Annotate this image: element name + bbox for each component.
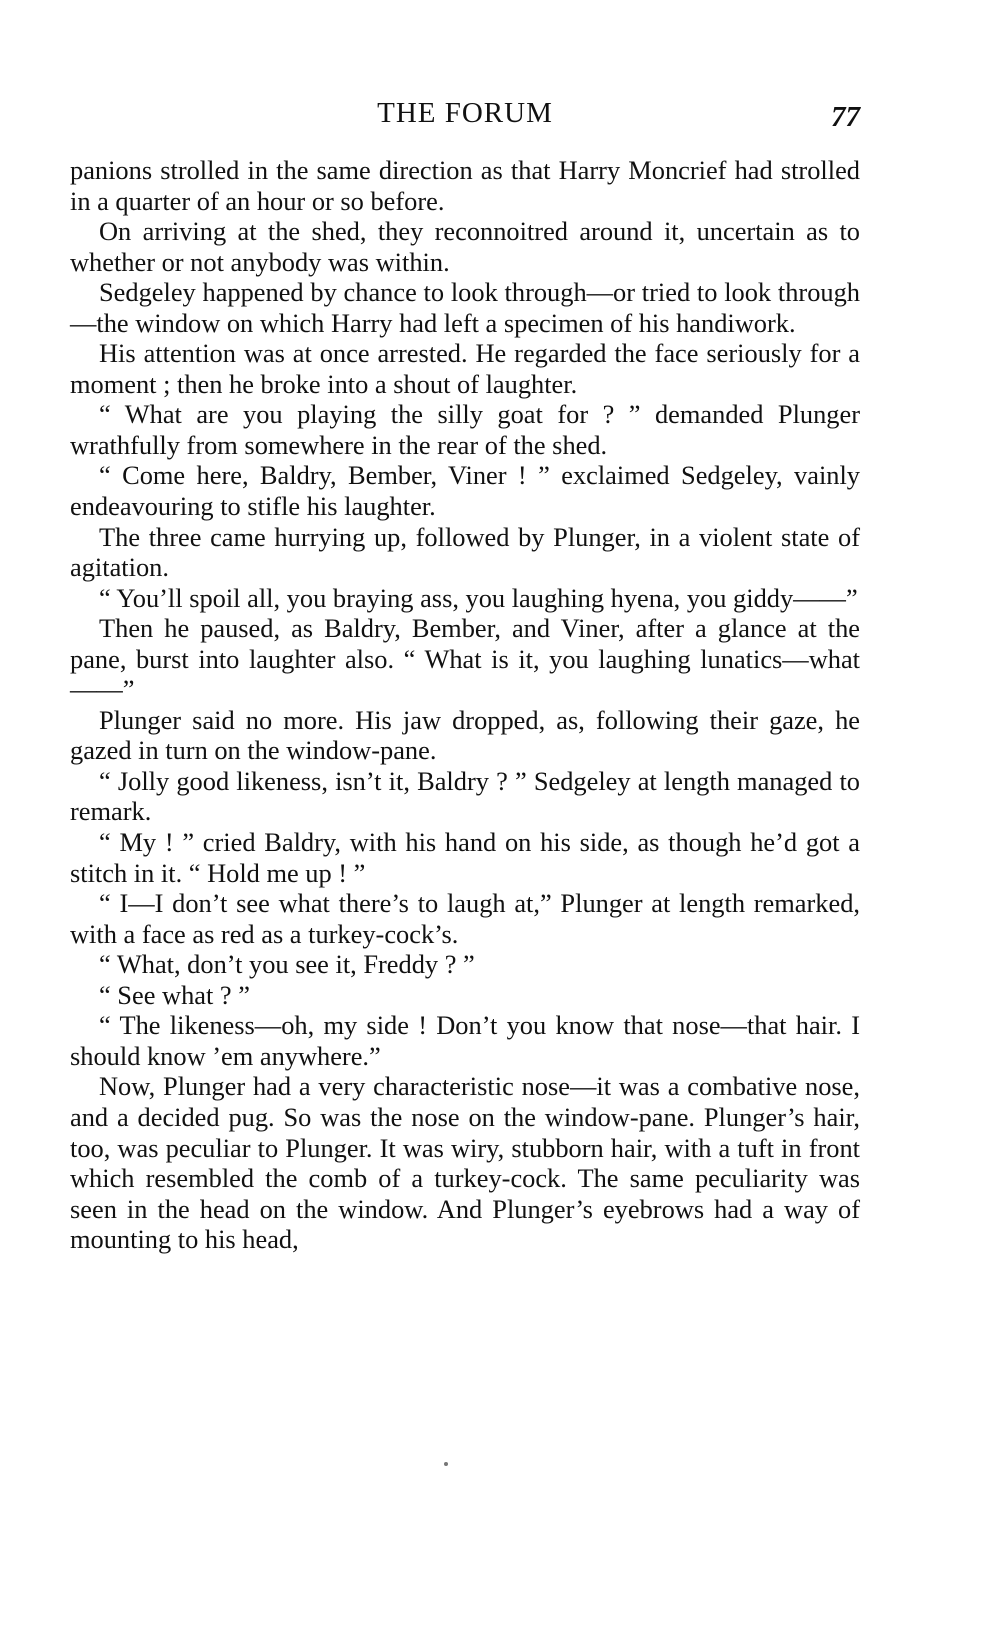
paragraph-16: “ The likeness—oh, my side ! Don’t you know that nose—that hair. I should know ’em anywhere.”	[70, 1010, 860, 1071]
paragraph-13: “ I—I don’t see what there’s to laugh at,” Plunger at length remarked, with a face as red as a turkey-cock’s.	[70, 888, 860, 949]
paragraph-12: “ My ! ” cried Baldry, with his hand on his side, as though he’d got a stitch in it. “ Hold me up ! ”	[70, 827, 860, 888]
body-text	[70, 155, 860, 1255]
paragraph-2: On arriving at the shed, they reconnoitred around it, uncertain as to whether or not anybody was within.	[70, 216, 860, 277]
paragraph-10: Plunger said no more. His jaw dropped, as, following their gaze, he gazed in turn on the window-pane.	[70, 704, 860, 766]
page-number: 77	[831, 101, 860, 133]
paragraph-8: “ You’ll spoil all, you braying ass, you laughing hyena, you giddy——”	[99, 582, 858, 613]
page-header	[70, 96, 860, 136]
paragraph-14: “ What, don’t you see it, Freddy ? ”	[99, 949, 475, 980]
print-speck	[444, 1462, 448, 1466]
paragraph-6: “ Come here, Baldry, Bember, Viner ! ” exclaimed Sedgeley, vainly endeavouring to stifle his laughter.	[70, 460, 860, 522]
running-title: THE FORUM	[377, 97, 553, 129]
paragraph-17: Now, Plunger had a very characteristic nose—it was a combative nose, and a decided pug. So was the nose on the window-pane. Plunger’s hair, too, was peculiar to Plunger. It was wiry, stubborn hair, with a tuft in front which resembled the comb of a turkey-cock. The same peculiarity was seen in the head on the window. And Plunger’s eyebrows had a way of mounting to his head,	[70, 1071, 860, 1255]
paragraph-4: His attention was at once arrested. He regarded the face seriously for a moment ; then he broke into a shout of laughter.	[70, 338, 860, 399]
paragraph-9: Then he paused, as Baldry, Bember, and Viner, after a glance at the pane, burst into laughter also. “ What is it, you laughing lunatics—what——”	[70, 613, 860, 705]
paragraph-3: Sedgeley happened by chance to look through—or tried to look through—the window on which Harry had left a specimen of his handiwork.	[70, 277, 860, 338]
paragraph-1: panions strolled in the same direction as that Harry Moncrief had strolled in a quarter of an hour or so before.	[70, 155, 860, 216]
paragraph-11: “ Jolly good likeness, isn’t it, Baldry ? ” Sedgeley at length managed to remark.	[70, 765, 860, 827]
paragraph-15: “ See what ? ”	[99, 979, 250, 1010]
paragraph-5: “ What are you playing the silly goat for ? ” demanded Plunger wrathfully from somewhere in the rear of the shed.	[70, 399, 860, 460]
paragraph-7: The three came hurrying up, followed by Plunger, in a violent state of agitation.	[70, 521, 860, 583]
